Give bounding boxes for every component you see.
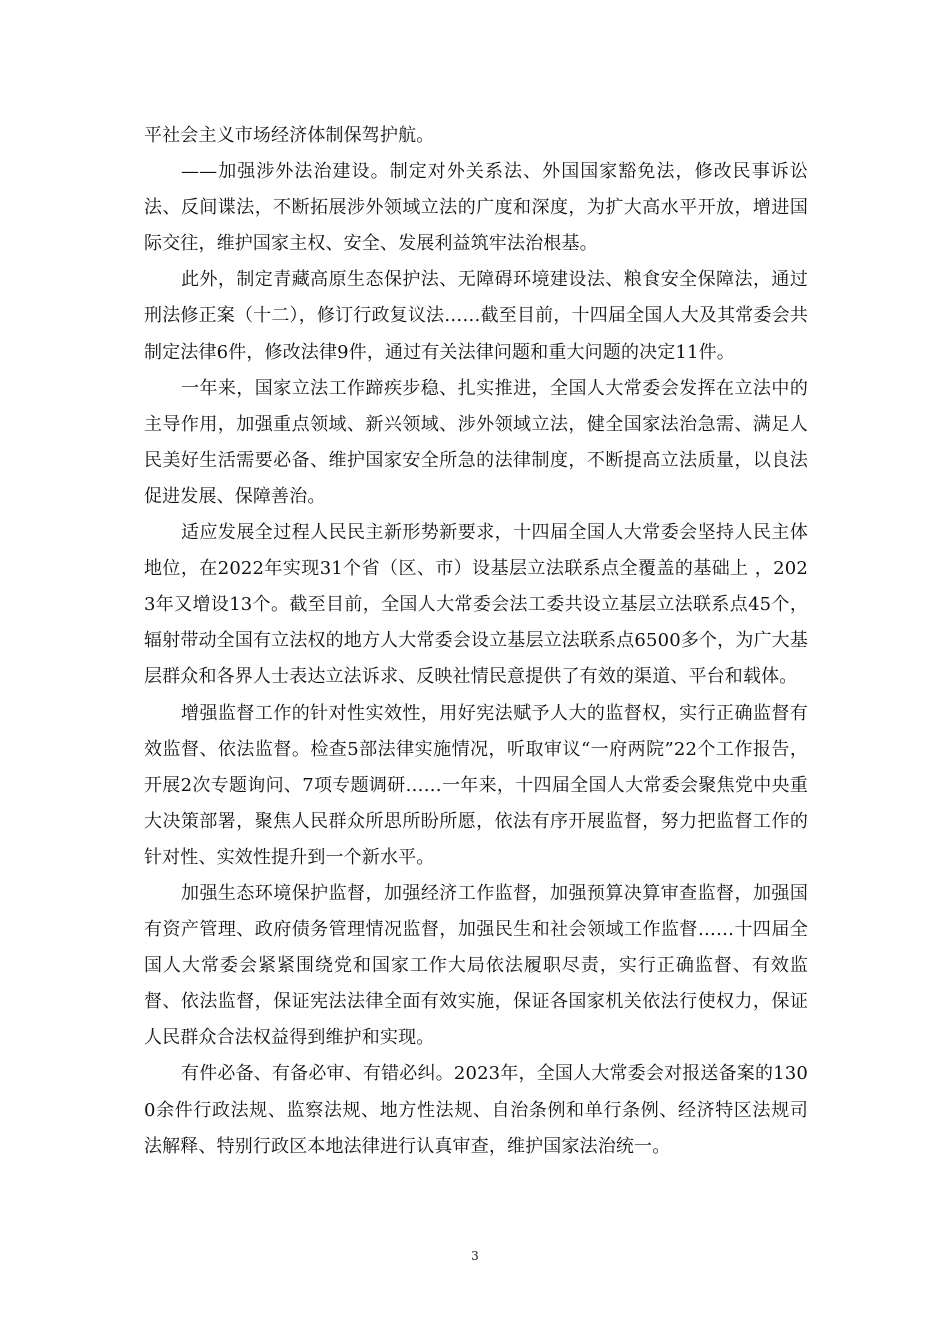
- paragraph-legislative-work-summary: 一年来，国家立法工作蹄疾步稳、扎实推进，全国人大常委会发挥在立法中的主导作用，加强重点领域、新兴领域、涉外领域立法，健全国家法治急需、满足人民美好生活需要必备、维护国家安全所急的法律制度，不断提高立法质量，以良法促进发展、保障善治。: [144, 377, 808, 507]
- paragraph-grassroots-contact-points: 适应发展全过程人民民主新形势新要求，十四届全国人大常委会坚持人民主体地位，在2022年实现31个省（区、市）设基层立法联系点全覆盖的基础上 ，2023年又增设13个。截至目前，全国人大常委会法工委共设立基层立法联系点45个，辐射带动全国有立法权的地方人大常委会设立基层立法联系点6500多个，为广大基层群众和各界人士表达立法诉求、反映社情民意提供了有效的渠道、平台和载体。: [144, 522, 808, 688]
- paragraph-continuation: 平社会主义市场经济体制保驾护航。: [144, 125, 435, 146]
- paragraph-other-legislation: 此外，制定青藏高原生态保护法、无障碍环境建设法、粮食安全保障法，通过刑法修正案（十二），修订行政复议法……截至目前，十四届全国人大及其常委会共制定法律6件，修改法律9件，通过有关法律问题和重大问题的决定11件。: [144, 269, 808, 363]
- paragraph-supervision-areas: 加强生态环境保护监督，加强经济工作监督，加强预算决算审查监督，加强国有资产管理、政府债务管理情况监督，加强民生和社会领域工作监督……十四届全国人大常委会紧紧围绕党和国家工作大局依法履职尽责，实行正确监督、有效监督、依法监督，保证宪法法律全面有效实施，保证各国家机关依法行使权力，保证人民群众合法权益得到维护和实现。: [144, 882, 808, 1049]
- body-text: [144, 118, 808, 1165]
- paragraph-filing-review: 有件必备、有备必审、有错必纠。2023年，全国人大常委会对报送备案的1300余件行政法规、监察法规、地方性法规、自治条例和单行条例、经济特区法规司法解释、特别行政区本地法律进行认真审查，维护国家法治统一。: [144, 1063, 808, 1157]
- paragraph-supervision-work: 增强监督工作的针对性实效性，用好宪法赋予人大的监督权，实行正确监督有效监督、依法监督。检查5部法律实施情况，听取审议“一府两院”22个工作报告，开展2次专题询问、7项专题调研……一年来，十四届全国人大常委会聚焦党中央重大决策部署，聚焦人民群众所思所盼所愿，依法有序开展监督，努力把监督工作的针对性、实效性提升到一个新水平。: [144, 702, 808, 868]
- paragraph-foreign-legal-construction: ——加强涉外法治建设。制定对外关系法、外国国家豁免法，修改民事诉讼法、反间谍法，不断拓展涉外领域立法的广度和深度，为扩大高水平开放，增进国际交往，维护国家主权、安全、发展利益筑牢法治根基。: [144, 161, 808, 255]
- page-number: 3: [471, 1249, 479, 1263]
